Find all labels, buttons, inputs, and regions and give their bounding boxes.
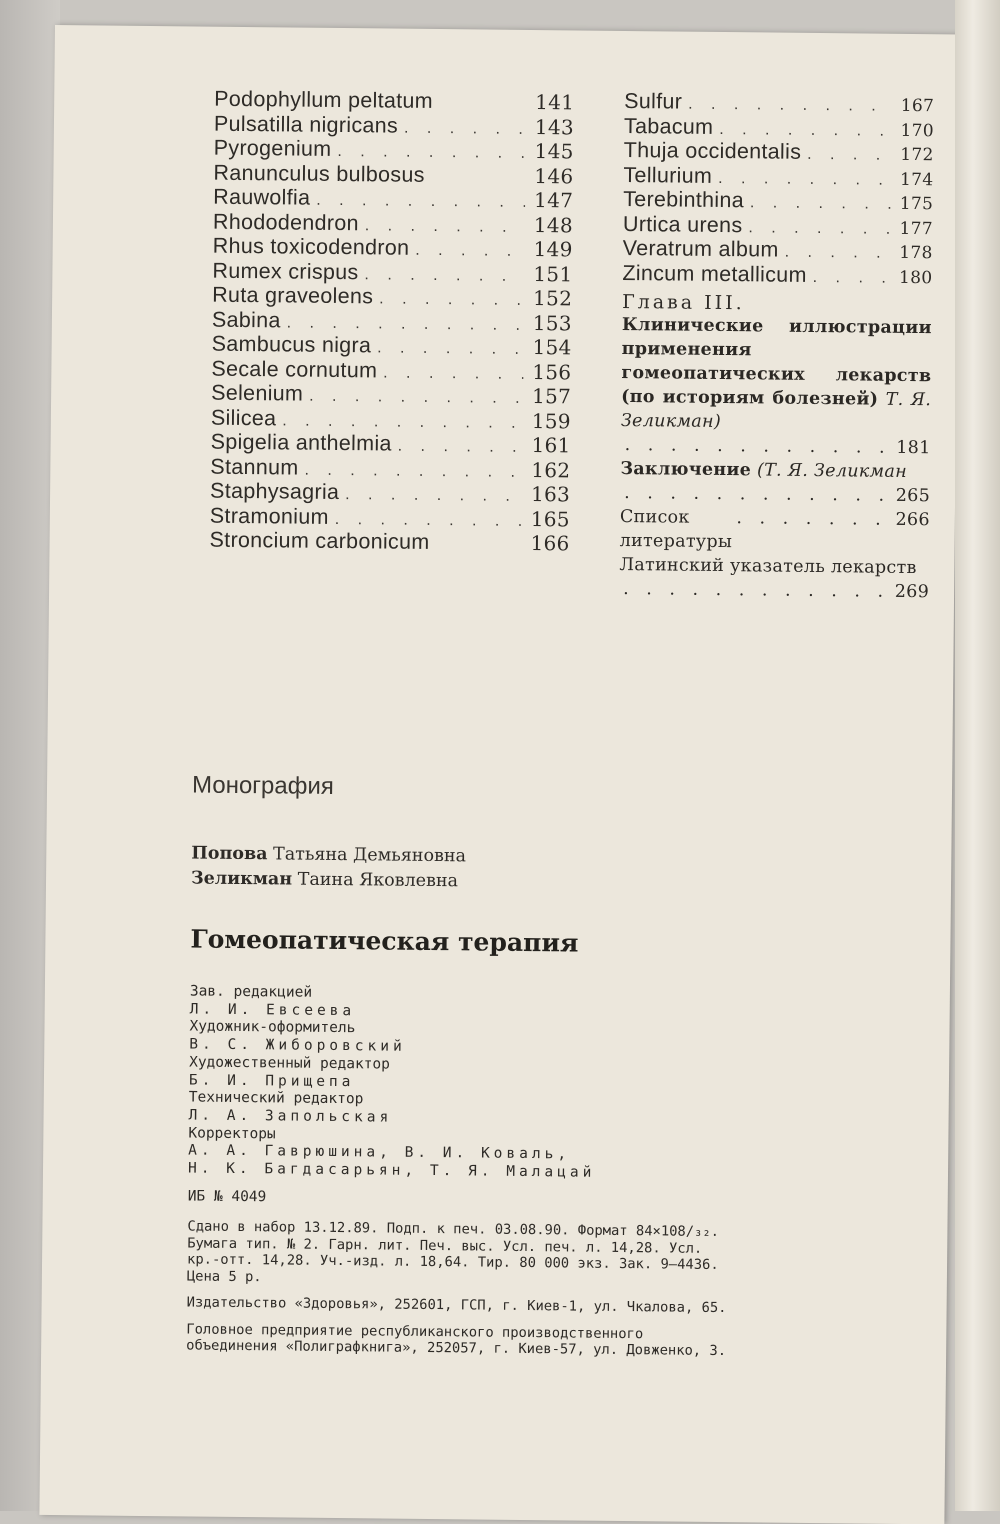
toc-row <box>213 209 573 237</box>
leader-dots <box>398 438 523 457</box>
credit-role: Художественный редактор <box>189 1054 391 1073</box>
remedy-name: Sulfur <box>624 88 683 114</box>
toc-row <box>210 479 570 507</box>
leader-dots <box>807 146 894 165</box>
remedy-name: Pulsatilla nigricans <box>213 111 399 138</box>
page-number: 149 <box>533 237 573 262</box>
leader-dots <box>431 181 526 182</box>
remedy-name: Spigelia anthelmia <box>210 429 392 456</box>
toc-row <box>624 113 934 141</box>
page-number: 156 <box>532 359 572 384</box>
entry-title: Латинский указатель лекарств <box>619 554 917 579</box>
leader-dots <box>435 549 521 550</box>
toc-entry-literature <box>620 505 930 556</box>
leader-dots <box>625 433 893 460</box>
toc-right-column <box>619 89 934 604</box>
remedy-name: Pyrogenium <box>213 135 332 161</box>
leader-dots <box>337 143 525 163</box>
leader-dots <box>304 461 522 481</box>
page-number: 161 <box>531 433 571 458</box>
toc-row <box>214 111 574 139</box>
remedy-name: Rauwolfia <box>213 184 311 210</box>
credits-block <box>188 983 750 1184</box>
toc-row <box>211 405 571 433</box>
imprint-publisher: Издательство «Здоровья», 252601, ГСП, г. Киев-1, ул. Чкалова, 65. <box>186 1294 727 1317</box>
remedy-name: Staphysagria <box>210 478 340 505</box>
author-surname: Зеликман <box>190 868 293 890</box>
toc-row <box>622 260 932 288</box>
toc-row <box>209 528 569 556</box>
page-number: 152 <box>532 286 573 311</box>
remedy-name: Urtica urens <box>622 211 743 237</box>
remedy-name: Stramonium <box>209 503 329 529</box>
toc-left-column <box>209 87 574 556</box>
leader-dots <box>624 481 892 508</box>
toc-row <box>211 430 571 458</box>
toc-entry-index <box>619 553 929 604</box>
remedy-name: Podophyllum peltatum <box>214 86 434 113</box>
page-number: 145 <box>534 139 574 164</box>
entry-title: Заключение <box>620 458 752 481</box>
remedy-name: Thuja occidentalis <box>623 137 802 164</box>
book-page <box>39 25 960 1524</box>
remedy-name: Stroncium carbonicum <box>209 527 430 554</box>
credit-role: Технический редактор <box>188 1089 364 1108</box>
credit-role: Зав. редакцией <box>189 983 313 1001</box>
leader-dots <box>688 96 894 116</box>
leader-dots <box>750 194 893 213</box>
page-number: 147 <box>533 188 574 213</box>
page-number: 174 <box>899 169 934 190</box>
authors-block <box>191 841 466 894</box>
page-number: 167 <box>900 95 935 117</box>
leader-dots <box>365 217 525 237</box>
leader-dots <box>439 108 526 109</box>
page-number: 165 <box>530 506 570 531</box>
page-number: 151 <box>533 261 573 286</box>
ib-number: ИБ № 4049 <box>187 1188 267 1206</box>
page-number: 178 <box>899 242 933 264</box>
page-number: 172 <box>900 144 934 166</box>
toc-row <box>211 356 571 384</box>
leader-dots <box>364 266 524 286</box>
toc-row <box>212 307 572 335</box>
entry-page: 266 <box>895 509 930 531</box>
remedy-name: Secale cornutum <box>211 356 378 382</box>
entry-dotline <box>619 577 929 604</box>
remedy-name: Terebinthina <box>623 186 745 213</box>
toc-row <box>211 381 571 409</box>
leader-dots <box>309 388 523 408</box>
toc-row <box>213 185 573 213</box>
leader-dots <box>719 120 894 140</box>
credit-names: В. С. Жиборовский <box>189 1036 406 1055</box>
chapter-heading: Глава III. <box>622 290 745 315</box>
toc-row <box>214 87 574 115</box>
author-given-names: Татьяна Демьяновна <box>272 844 467 867</box>
imprint-printer: Головное предприятие республиканского производственного объединения «Полиграфкнига», 252057, г. Киев-57, ул. Довженко, 3. <box>186 1320 727 1360</box>
leader-dots <box>785 244 893 263</box>
entry-author: Т. Я. Зеликман) <box>620 389 932 432</box>
credit-names: Л. А. Запольская <box>188 1107 393 1126</box>
leader-dots <box>282 412 523 433</box>
credit-names: Л. И. Евсеева <box>189 1001 356 1019</box>
entry-page: 269 <box>894 581 930 603</box>
remedy-name: Silicea <box>210 405 277 430</box>
toc-row <box>210 454 570 482</box>
page-number: 177 <box>899 218 934 239</box>
page-number: 146 <box>534 163 574 188</box>
entry-dotline <box>620 481 930 508</box>
toc-row <box>214 136 574 164</box>
leader-dots <box>404 119 526 138</box>
leader-dots <box>736 506 891 532</box>
remedy-name: Sabina <box>211 307 281 332</box>
page-number: 163 <box>530 482 571 507</box>
remedy-name: Veratrum album <box>622 235 779 262</box>
next-page-edge <box>955 0 1000 1511</box>
remedy-name: Stannum <box>210 454 299 480</box>
remedy-name: Ruta graveolens <box>212 282 374 309</box>
entry-dotline <box>621 433 931 460</box>
leader-dots <box>623 577 891 604</box>
author-given-names: Таина Яковлевна <box>297 869 459 892</box>
toc-entry-conclusion <box>620 457 930 508</box>
page-number: 143 <box>534 114 575 139</box>
page-number: 159 <box>531 408 572 433</box>
toc-row <box>212 332 572 360</box>
credit-role: Художник-оформитель <box>189 1018 356 1037</box>
leader-dots <box>813 268 893 287</box>
imprint-block <box>186 1218 727 1369</box>
remedy-name: Zincum metallicum <box>622 260 807 287</box>
toc-row <box>623 211 933 239</box>
toc-entry-clinical <box>621 313 932 460</box>
remedy-name: Tellurium <box>623 162 713 188</box>
toc-row <box>213 234 573 262</box>
author-line <box>191 841 466 869</box>
entry-author: (Т. Я. Зеликман <box>756 460 908 482</box>
leader-dots <box>379 290 524 310</box>
toc-right-list <box>622 89 934 288</box>
entry-page: 265 <box>895 485 931 507</box>
toc-row <box>212 283 572 311</box>
remedy-name: Sambucus nigra <box>211 331 372 358</box>
page-number: 166 <box>530 531 570 556</box>
toc-row <box>212 258 572 286</box>
page-number: 153 <box>532 310 573 335</box>
entry-title: Список литературы <box>619 506 733 553</box>
remedy-name: Ranunculus bulbosus <box>213 160 425 187</box>
credit-names: Н. К. Багдасарьян, Т. Я. Малацай <box>187 1160 596 1181</box>
remedy-name: Tabacum <box>623 113 714 139</box>
author-surname: Попова <box>191 843 268 865</box>
leader-dots <box>316 192 525 212</box>
leader-dots <box>345 486 522 506</box>
credit-names: Б. И. Прищепа <box>188 1071 355 1090</box>
remedy-name: Rumex crispus <box>212 258 359 284</box>
remedy-name: Selenium <box>211 380 304 406</box>
remedy-name: Rhus toxicodendron <box>212 233 410 260</box>
entry-title: Клинические иллюстрации применения гомеопатических лекарств (по историям болезней) <box>621 314 932 410</box>
leader-dots <box>415 242 525 261</box>
leader-dots <box>377 339 524 359</box>
remedy-name: Rhododendron <box>212 209 359 235</box>
toc-row <box>623 162 933 190</box>
page-number: 162 <box>531 457 571 482</box>
author-line <box>191 866 466 894</box>
credit-role: Корректоры <box>188 1125 276 1142</box>
leader-dots <box>287 314 524 334</box>
toc-row <box>210 503 570 531</box>
toc-row <box>624 89 934 117</box>
book-title: Гомеопатическая терапия <box>190 924 579 958</box>
monograph-label: Монография <box>191 771 334 800</box>
toc-row <box>213 160 573 188</box>
leader-dots <box>383 364 523 383</box>
toc-row <box>624 138 934 166</box>
page-number: 148 <box>533 212 574 237</box>
page-number: 175 <box>899 193 934 215</box>
leader-dots <box>748 219 893 239</box>
toc-row <box>623 236 933 264</box>
page-number: 154 <box>532 335 572 360</box>
page-number: 141 <box>535 90 575 115</box>
page-number: 180 <box>898 267 933 288</box>
toc-row <box>623 187 933 215</box>
leader-dots <box>335 510 522 530</box>
leader-dots <box>718 169 893 189</box>
entry-page: 181 <box>896 437 931 459</box>
page-number: 157 <box>531 384 572 409</box>
imprint-print-details: Сдано в набор 13.12.89. Подп. к печ. 03.08.90. Формат 84×108/₃₂. Бумага тип. № 2. Гарн. лит. Печ. выс. Усл. печ. л. 14,28. Усл. кр.-отт. 14,28. Уч.-изд. л. 18,64. Тир. 80 000 экз. Зак. 9—4436. Цена 5 р. <box>186 1218 720 1285</box>
credit-names: А. А. Гаврюшина, В. И. Коваль, <box>188 1142 571 1163</box>
page-number: 170 <box>900 120 935 141</box>
